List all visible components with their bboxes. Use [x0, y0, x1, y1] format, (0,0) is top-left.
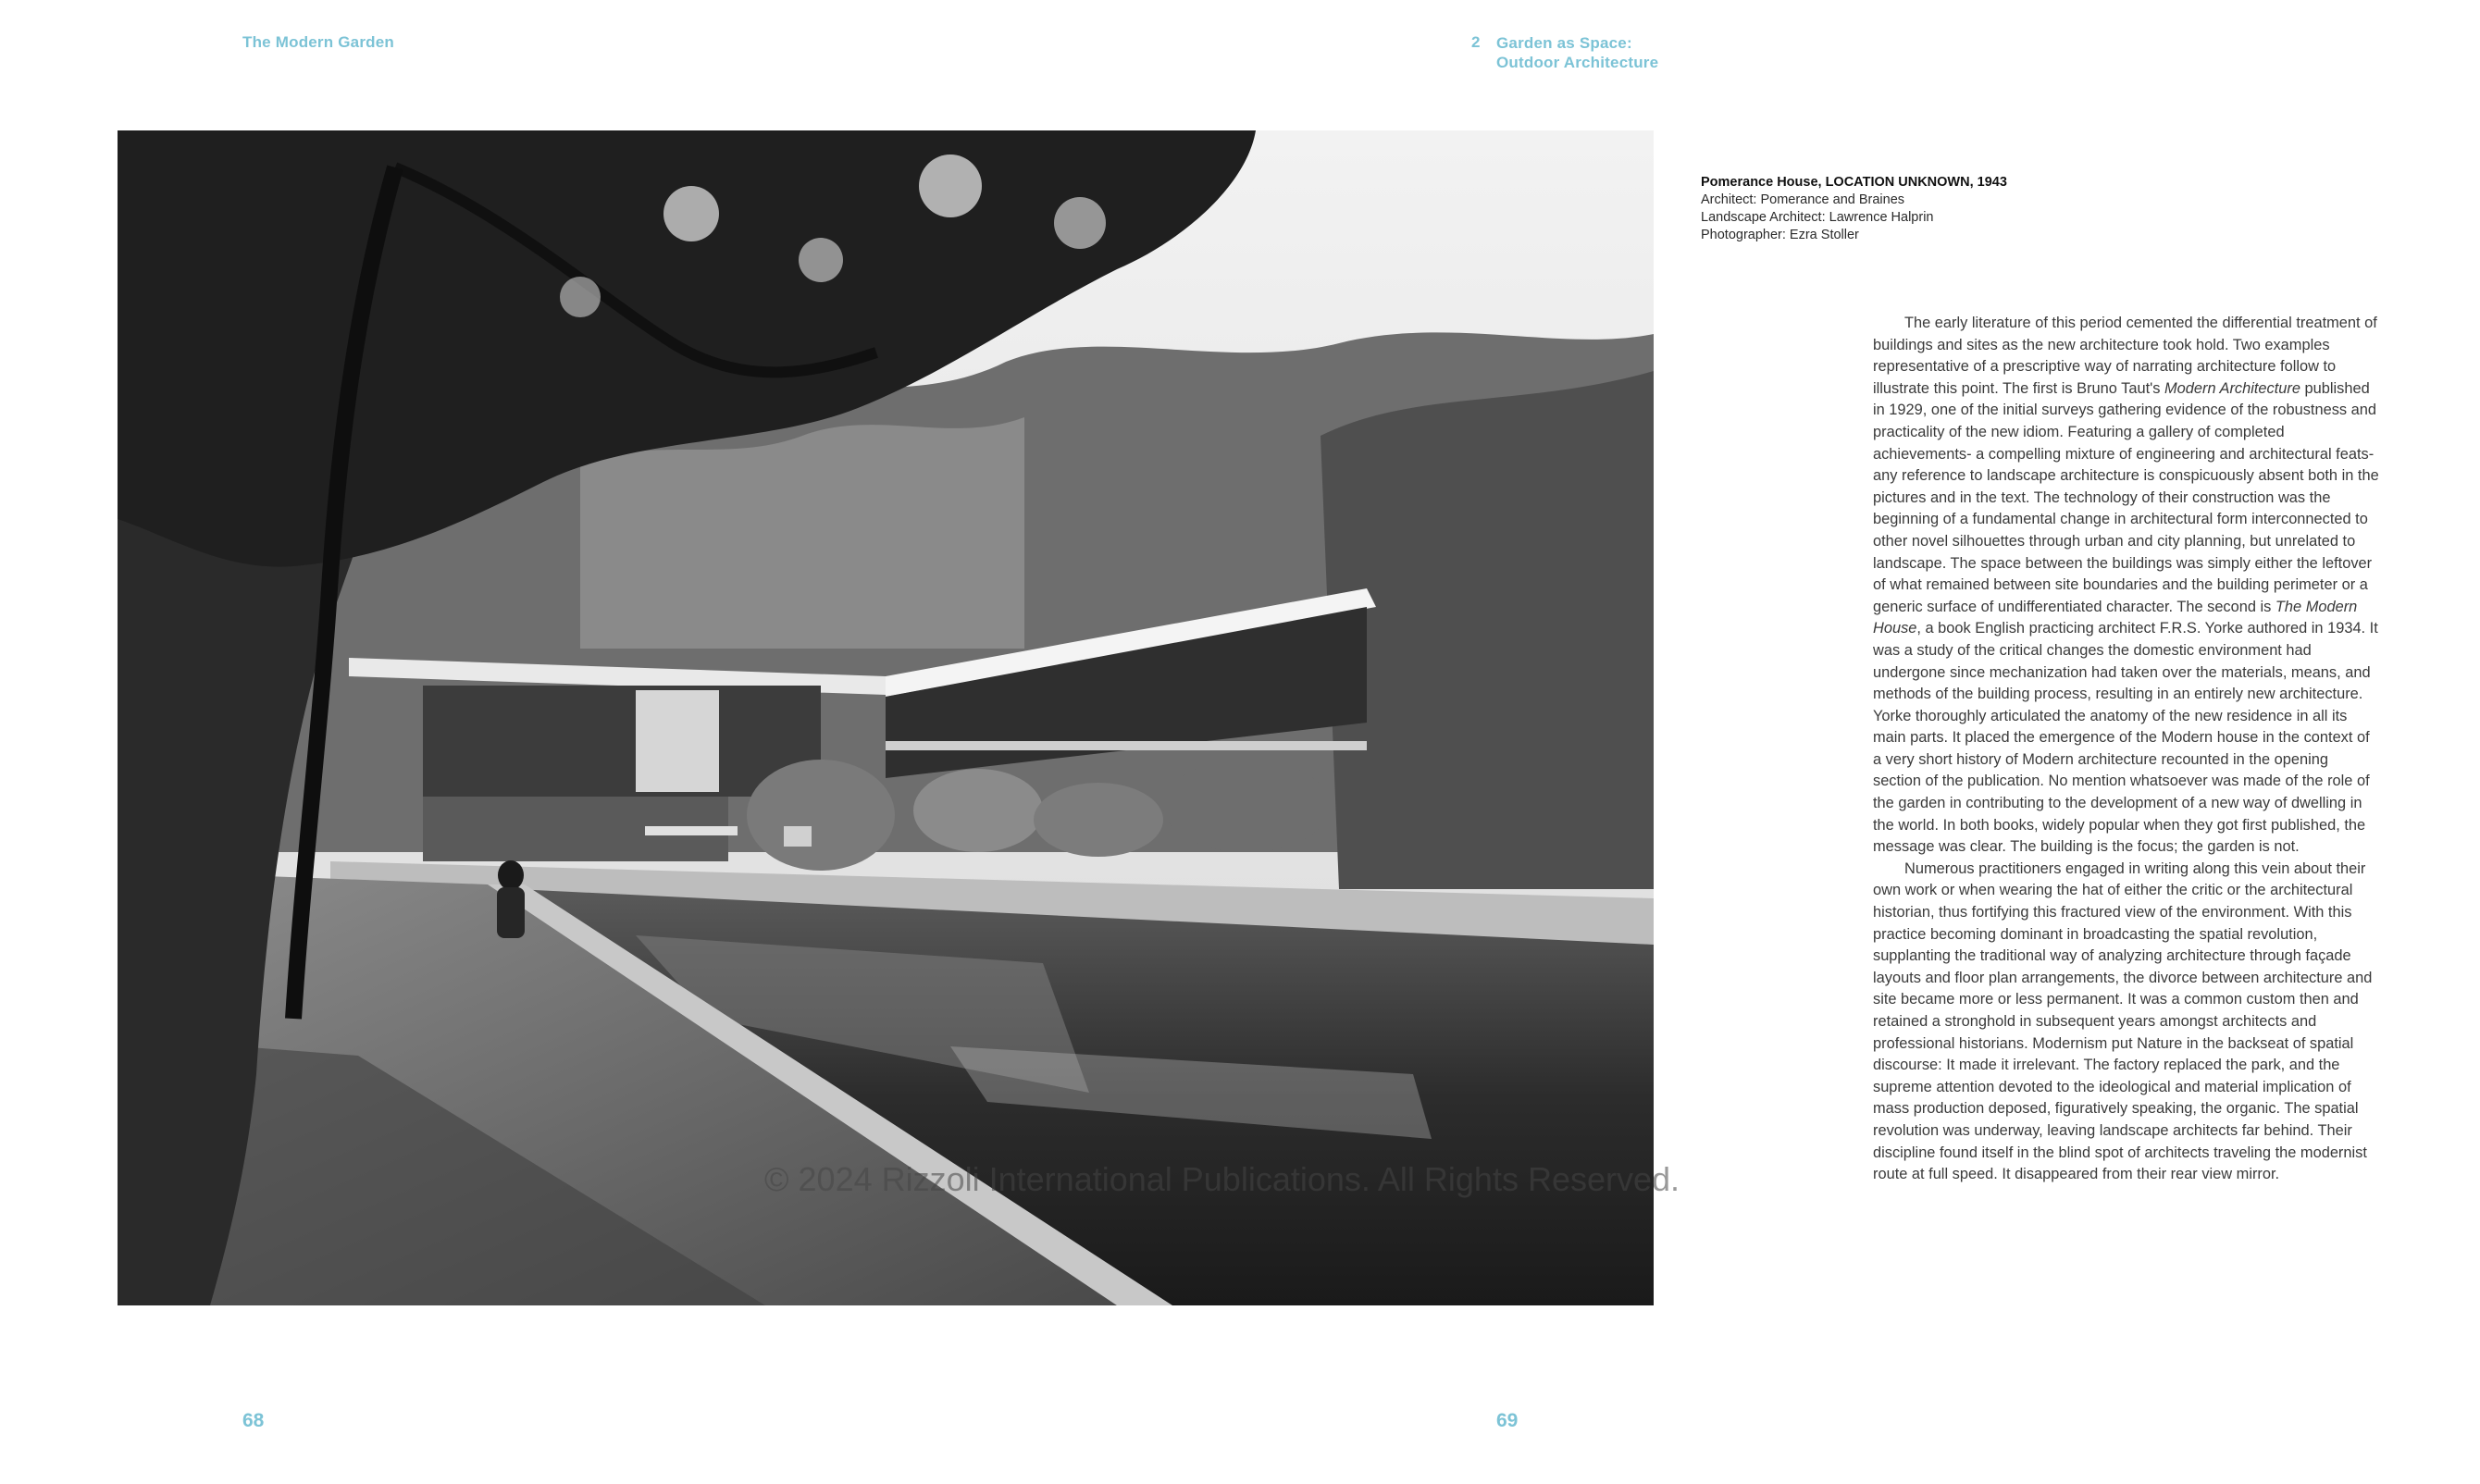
caption-landscape-architect: Landscape Architect: Lawrence Halprin [1701, 210, 1934, 225]
garden-photograph [118, 130, 1654, 1305]
page-number-left: 68 [242, 1410, 265, 1431]
body-text [1873, 313, 2380, 1186]
caption-architect: Architect: Pomerance and Braines [1701, 192, 1905, 207]
copyright-watermark: © 2024 Rizzoli International Publications. All Rights Reserved. [764, 1160, 1680, 1198]
book-title-the-modern-house: The Modern House [1873, 598, 2358, 637]
body-paragraph-1 [1873, 313, 2380, 859]
paragraph-1-text-c: , a book English practicing architect F.R.S. Yorke authored in 1934. It was a study of the critical changes the domestic environment had undergone since mechanization had taken over the materials, means, and methods of the building process, resulting in an entirely new architecture. Yorke thoroughly articulated the anatomy of the new residence in all its main parts. It placed the emergence of the Modern house in the context of a very short history of Modern architecture recounted in the opening section of the publication. No mention whatsoever was made of the role of the garden in contributing to the development of a new way of dwelling in the world. In both books, widely popular when they got first published, the message was clear. The building is the focus; the garden is not. [1873, 620, 2378, 856]
caption-title: Pomerance House, LOCATION UNKNOWN, 1943 [1701, 175, 2007, 190]
body-paragraph-2: Numerous practitioners engaged in writing along this vein about their own work or when wearing the hat of either the critic or the architectural historian, thus fortifying this fractured view of the environment. With this practice becoming dominant in broadcasting the spatial revolution, supplanting the traditional way of analyzing architecture through façade layouts and floor plan arrangements, the divorce between architecture and site became more or less permanent. It was a common custom then and retained a stronghold in subsequent years amongst architects and professional historians. Modernism put Nature in the backseat of spatial discourse: It made it irrelevant. The factory replaced the park, and the supreme attention devoted to the ideological and material implication of mass production deposed, figuratively speaking, the organic. The spatial revolution was underway, leaving landscape architects far behind. Their discipline found itself in the blind spot of architects traveling the modernist route at full speed. It disappeared from their rear view mirror. [1873, 859, 2373, 1183]
running-head-chapter-title [1496, 33, 1658, 72]
running-head-chapter-number: 2 [1471, 33, 1481, 51]
paragraph-1-text-b: published in 1929, one of the initial surveys gathering evidence of the robustness and practicality of the new idiom. Featuring a gallery of completed achievements- a compelling mixture of engineering and architectural feats-any reference to landscape architecture is conspicuously absent both in the pictures and in the text. The technology of their construction was the beginning of a fundamental change in architectural form interconnected to other novel silhouettes through urban and city planning, but unrelated to landscape. The space between the buildings was simply either the leftover of what remained between site boundaries and the building perimeter or a generic surface of undifferentiated character. The second is [1873, 379, 2379, 615]
running-head-book-title: The Modern Garden [242, 33, 394, 51]
book-title-modern-architecture: Modern Architecture [2164, 379, 2300, 397]
caption-photographer: Photographer: Ezra Stoller [1701, 228, 1859, 242]
paragraph-1-text-a: The early literature of this period cemented the differential treatment of buildings and sites as the new architecture took hold. Two examples representative of a prescriptive way of narrating architecture follow to illustrate this point. The first is Bruno Taut's [1873, 315, 2377, 397]
page-number-right: 69 [1496, 1410, 1519, 1431]
photo-caption [1701, 174, 2007, 244]
chapter-title-line-1: Garden as Space: [1496, 34, 1632, 52]
chapter-title-line-2: Outdoor Architecture [1496, 54, 1659, 71]
